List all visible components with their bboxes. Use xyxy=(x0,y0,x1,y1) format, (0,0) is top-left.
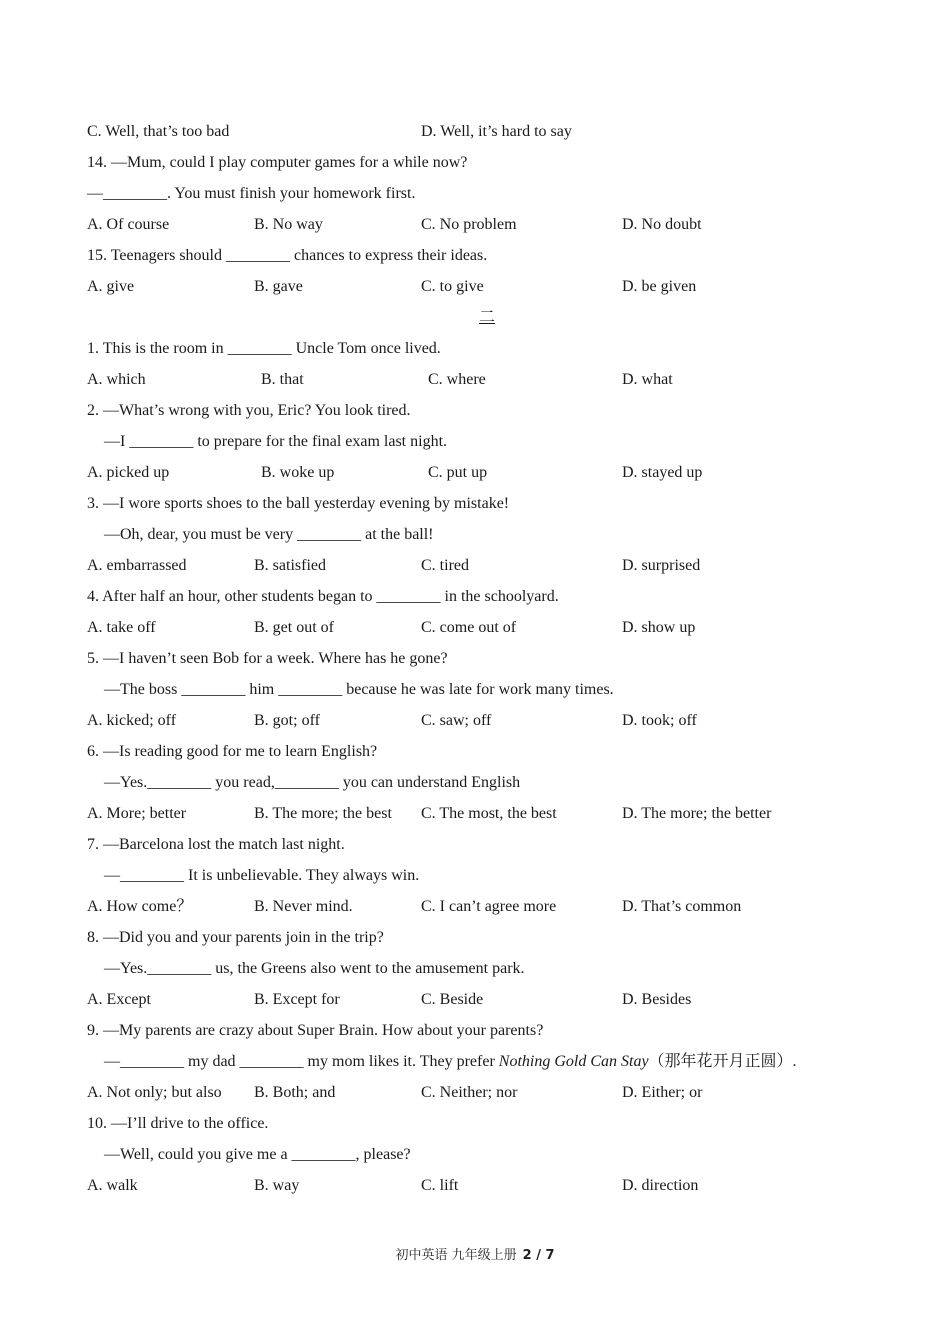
page-footer xyxy=(0,1244,950,1263)
option-b: B. The more; the best xyxy=(254,805,392,822)
option-d: D. took; off xyxy=(622,712,697,729)
question-7-options xyxy=(87,891,887,922)
question-7-reply: —________ It is unbelievable. They always win. xyxy=(104,867,420,884)
option-d: D. surprised xyxy=(622,557,701,574)
question-2: 2. —What’s wrong with you, Eric? You look tired. xyxy=(87,402,411,419)
option-b: B. gave xyxy=(254,278,303,295)
option-d: D. Besides xyxy=(622,991,692,1008)
question-15: 15. Teenagers should ________ chances to express their ideas. xyxy=(87,247,488,264)
option-c: C. tired xyxy=(421,557,469,574)
option-d: D. Either; or xyxy=(622,1084,703,1101)
option-d: D. stayed up xyxy=(622,464,703,481)
question-8: 8. —Did you and your parents join in the trip? xyxy=(87,929,384,946)
question-5-options xyxy=(87,705,887,736)
option-a: A. which xyxy=(87,371,146,388)
question-9-options xyxy=(87,1077,887,1108)
option-b: B. Except for xyxy=(254,991,340,1008)
option-c: C. Well, that’s too bad xyxy=(87,123,230,140)
option-d: D. be given xyxy=(622,278,697,295)
section-number: 二 xyxy=(478,309,495,326)
question-6-options xyxy=(87,798,887,829)
option-c: C. lift xyxy=(421,1177,459,1194)
question-4: 4. After half an hour, other students began to ________ in the schoolyard. xyxy=(87,588,559,605)
question-14: 14. —Mum, could I play computer games for a while now? xyxy=(87,154,468,171)
question-3: 3. —I wore sports shoes to the ball yesterday evening by mistake! xyxy=(87,495,510,512)
option-c: C. saw; off xyxy=(421,712,492,729)
question-14-options xyxy=(87,209,887,240)
section-heading xyxy=(87,302,887,333)
option-a: A. give xyxy=(87,278,135,295)
option-a: A. Not only; but also xyxy=(87,1084,222,1101)
question-2-options xyxy=(87,457,887,488)
question-6-reply: —Yes.________ you read,________ you can understand English xyxy=(104,774,521,791)
option-b: B. woke up xyxy=(261,464,335,481)
question-8-reply: —Yes.________ us, the Greens also went to the amusement park. xyxy=(104,960,525,977)
option-d: D. direction xyxy=(622,1177,699,1194)
question-8-options xyxy=(87,984,887,1015)
question-4-options xyxy=(87,612,887,643)
option-c: C. No problem xyxy=(421,216,517,233)
option-c: C. Beside xyxy=(421,991,484,1008)
option-b: B. way xyxy=(254,1177,300,1194)
question-1: 1. This is the room in ________ Uncle Tom once lived. xyxy=(87,340,441,357)
option-b: B. get out of xyxy=(254,619,334,636)
question-3-options xyxy=(87,550,887,581)
option-a: A. kicked; off xyxy=(87,712,177,729)
question-9-title: Nothing Gold Can Stay xyxy=(498,1053,649,1070)
option-a: A. More; better xyxy=(87,805,187,822)
option-c: C. I can’t agree more xyxy=(421,898,557,915)
question-2-reply: —I ________ to prepare for the final exam last night. xyxy=(104,433,448,450)
option-a: A. Of course xyxy=(87,216,170,233)
option-c: C. to give xyxy=(421,278,484,295)
option-b: B. that xyxy=(261,371,304,388)
question-10-reply: —Well, could you give me a ________, please? xyxy=(104,1146,411,1163)
question-9-reply-start: —________ my dad ________ my mom likes it. They prefer xyxy=(104,1053,499,1070)
option-c: C. where xyxy=(428,371,486,388)
option-c: C. The most, the best xyxy=(421,805,557,822)
question-9: 9. —My parents are crazy about Super Brain. How about your parents? xyxy=(87,1022,544,1039)
option-a: A. walk xyxy=(87,1177,138,1194)
option-b: B. Never mind. xyxy=(254,898,353,915)
question-6: 6. —Is reading good for me to learn English? xyxy=(87,743,378,760)
option-d: D. No doubt xyxy=(622,216,702,233)
option-d: D. show up xyxy=(622,619,696,636)
question-9-reply xyxy=(87,1046,887,1077)
option-b: B. No way xyxy=(254,216,323,233)
question-3-reply: —Oh, dear, you must be very ________ at the ball! xyxy=(104,526,434,543)
question-15-options xyxy=(87,271,887,302)
question-9-reply-end: （那年花开月正圆）. xyxy=(648,1053,797,1070)
question-14-reply: —________. You must finish your homework first. xyxy=(87,185,416,202)
footer-title: 初中英语 九年级上册 xyxy=(395,1248,517,1263)
question-10: 10. —I’ll drive to the office. xyxy=(87,1115,269,1132)
option-d: D. what xyxy=(622,371,673,388)
option-b: B. Both; and xyxy=(254,1084,336,1101)
prev-question-options xyxy=(87,116,887,147)
question-10-options xyxy=(87,1170,887,1201)
option-a: A. Except xyxy=(87,991,151,1008)
option-d: D. The more; the better xyxy=(622,805,772,822)
option-c: C. Neither; nor xyxy=(421,1084,518,1101)
question-1-options xyxy=(87,364,887,395)
option-a: A. picked up xyxy=(87,464,170,481)
question-7: 7. —Barcelona lost the match last night. xyxy=(87,836,345,853)
option-a: A. How come？ xyxy=(87,898,193,915)
question-5-reply: —The boss ________ him ________ because he was late for work many times. xyxy=(104,681,614,698)
option-c: C. come out of xyxy=(421,619,517,636)
question-5: 5. —I haven’t seen Bob for a week. Where has he gone? xyxy=(87,650,448,667)
option-d: D. Well, it’s hard to say xyxy=(421,123,572,140)
option-c: C. put up xyxy=(428,464,488,481)
option-a: A. embarrassed xyxy=(87,557,187,574)
option-b: B. satisfied xyxy=(254,557,326,574)
option-b: B. got; off xyxy=(254,712,320,729)
exam-page-content xyxy=(87,116,887,1201)
option-d: D. That’s common xyxy=(622,898,742,915)
page-number: 2 / 7 xyxy=(522,1248,555,1263)
option-a: A. take off xyxy=(87,619,156,636)
